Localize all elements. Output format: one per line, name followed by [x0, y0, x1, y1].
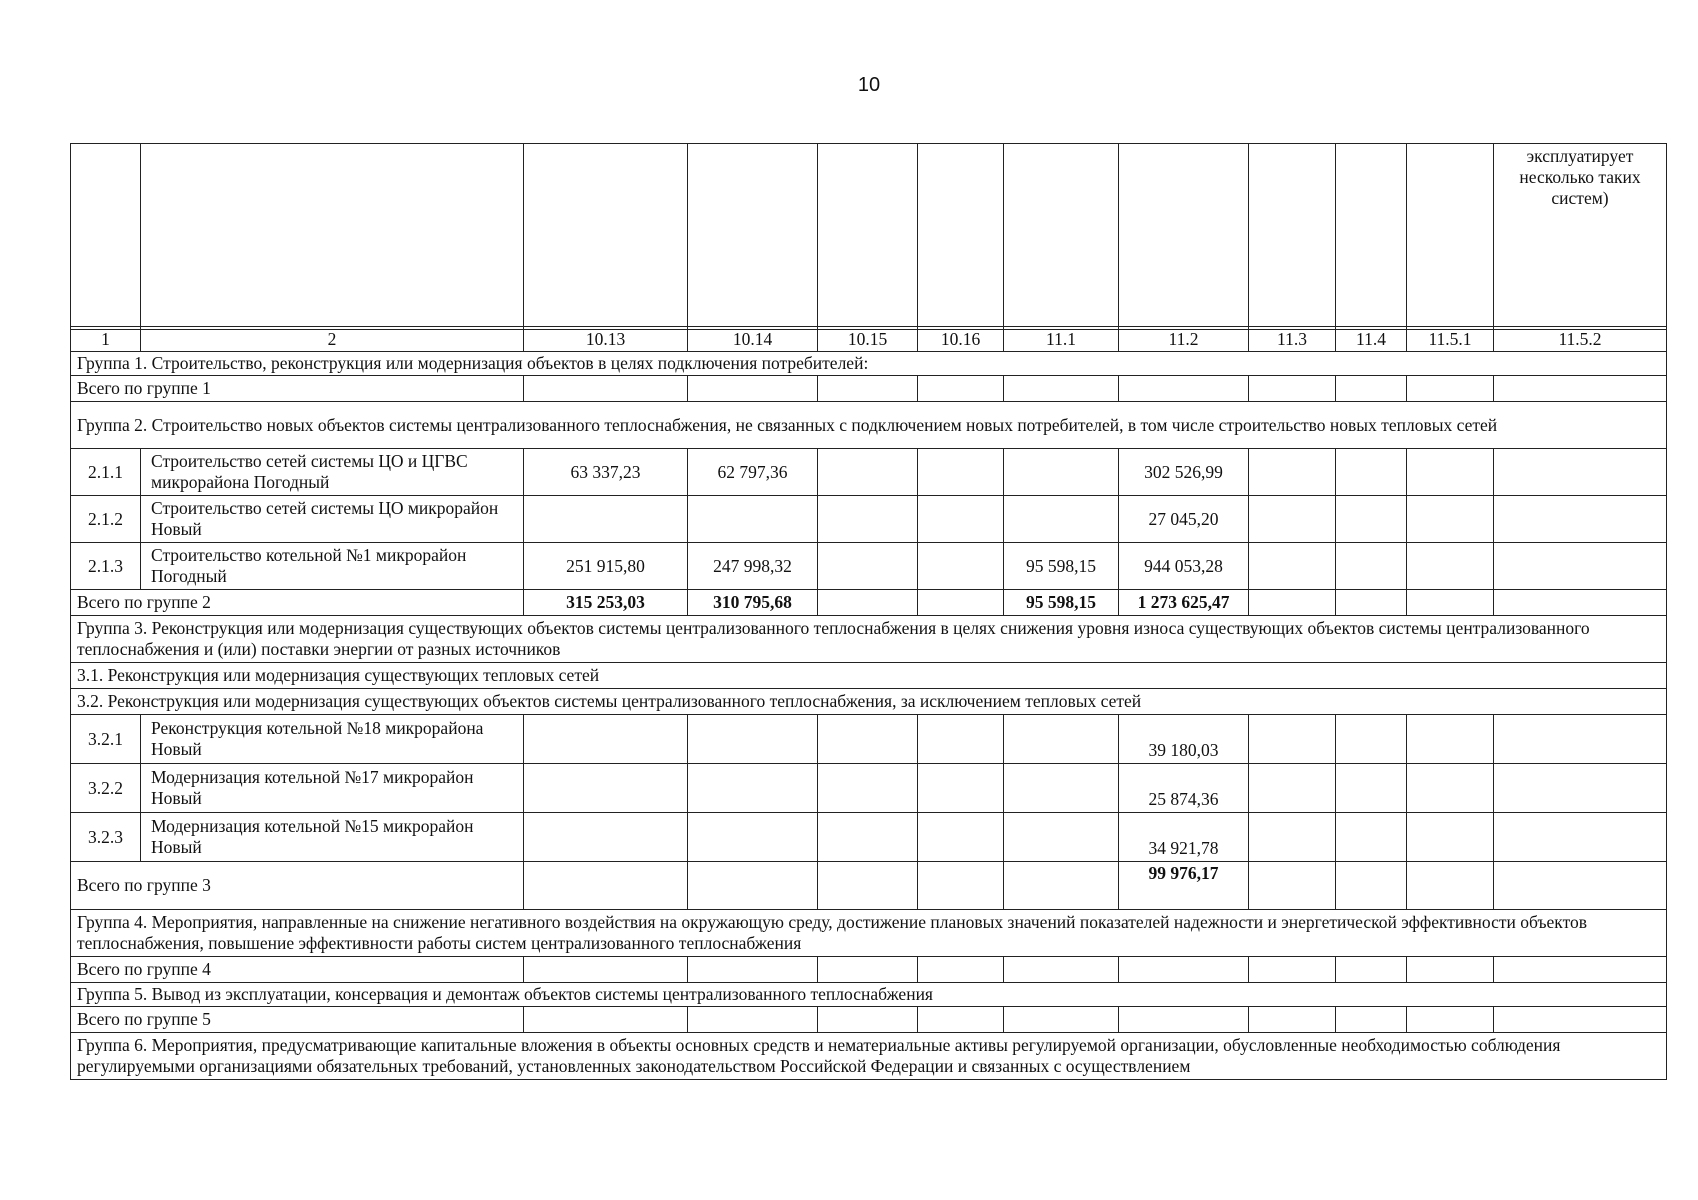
value-11-4	[1336, 764, 1407, 813]
total-cell	[1336, 590, 1407, 616]
total-cell	[1004, 1007, 1119, 1033]
page-number: 10	[857, 74, 881, 96]
group-total-row	[71, 957, 1667, 983]
table-row	[71, 543, 1667, 590]
group-title-row	[71, 352, 1667, 376]
value-11-5-2	[1494, 449, 1667, 496]
value-11-2: 25 874,36	[1119, 764, 1249, 813]
header-cell	[1249, 144, 1336, 330]
total-cell	[688, 862, 818, 910]
total-cell	[918, 1007, 1004, 1033]
total-11-2: 1 273 625,47	[1119, 590, 1249, 616]
item-name: Модернизация котельной №15 микрорайон Новый	[141, 813, 524, 862]
total-cell	[1494, 590, 1667, 616]
group-total-row	[71, 1007, 1667, 1033]
group-title-row	[71, 910, 1667, 957]
value-11-3	[1249, 496, 1336, 543]
column-number: 1	[71, 327, 141, 352]
value-11-5-2	[1494, 813, 1667, 862]
column-number: 11.1	[1004, 327, 1119, 352]
column-number: 10.13	[524, 327, 688, 352]
value-11-4	[1336, 813, 1407, 862]
item-name: Реконструкция котельной №18 микрорайона Новый	[141, 715, 524, 764]
group-total-row	[71, 590, 1667, 616]
value-10-14	[688, 813, 818, 862]
value-11-5-1	[1407, 715, 1494, 764]
total-11-1: 95 598,15	[1004, 590, 1119, 616]
total-cell	[1407, 957, 1494, 983]
value-11-4	[1336, 543, 1407, 590]
total-10-13: 315 253,03	[524, 590, 688, 616]
total-cell	[1407, 590, 1494, 616]
total-cell	[1407, 1007, 1494, 1033]
value-11-1	[1004, 764, 1119, 813]
value-10-13	[524, 813, 688, 862]
value-11-5-2	[1494, 496, 1667, 543]
item-number: 3.2.3	[71, 813, 141, 862]
total-cell	[1249, 957, 1336, 983]
subgroup-row	[71, 689, 1667, 715]
value-11-1	[1004, 715, 1119, 764]
column-number: 11.3	[1249, 327, 1336, 352]
column-number: 11.4	[1336, 327, 1407, 352]
value-11-5-1	[1407, 496, 1494, 543]
total-cell	[524, 1007, 688, 1033]
value-10-15	[818, 764, 918, 813]
value-10-13	[524, 715, 688, 764]
value-10-14	[688, 715, 818, 764]
value-11-2: 39 180,03	[1119, 715, 1249, 764]
group-6-title: Группа 6. Мероприятия, предусматривающие капитальные вложения в объекты основных средств и нематериальные активы регулируемой организации, обусловленные необходимостью соблюдения регулируемыми организациями обязательных требований, установленных законодательством Российской Федерации и связанных с осуществлением	[71, 1033, 1667, 1080]
total-cell	[1004, 957, 1119, 983]
header-cell	[1004, 144, 1119, 330]
total-cell	[1494, 376, 1667, 402]
value-11-2: 27 045,20	[1119, 496, 1249, 543]
value-11-2: 944 053,28	[1119, 543, 1249, 590]
value-10-16	[918, 543, 1004, 590]
value-10-15	[818, 715, 918, 764]
table-row	[71, 764, 1667, 813]
total-cell	[818, 590, 918, 616]
total-cell	[918, 590, 1004, 616]
group-title-row	[71, 402, 1667, 449]
total-cell	[1407, 862, 1494, 910]
total-cell	[1494, 1007, 1667, 1033]
group-5-total-label: Всего по группе 5	[71, 1007, 524, 1033]
group-total-row	[71, 862, 1667, 910]
group-3-title: Группа 3. Реконструкция или модернизация существующих объектов системы централизованного теплоснабжения в целях снижения уровня износа существующих объектов системы централизованного теплоснабжения и (или) поставки энергии от разных источников	[71, 616, 1667, 663]
header-cell	[688, 144, 818, 330]
value-10-16	[918, 715, 1004, 764]
total-cell	[818, 957, 918, 983]
group-1-total-label: Всего по группе 1	[71, 376, 524, 402]
total-cell	[1407, 376, 1494, 402]
total-cell	[918, 376, 1004, 402]
value-11-5-2	[1494, 764, 1667, 813]
total-cell	[918, 957, 1004, 983]
total-cell	[1494, 957, 1667, 983]
header-cell	[524, 144, 688, 330]
value-10-16	[918, 813, 1004, 862]
total-cell	[1494, 862, 1667, 910]
total-cell	[1119, 957, 1249, 983]
subgroup-row	[71, 663, 1667, 689]
column-number: 10.14	[688, 327, 818, 352]
group-title-row	[71, 616, 1667, 663]
value-10-15	[818, 543, 918, 590]
subgroup-3-2-title: 3.2. Реконструкция или модернизация существующих объектов системы централизованного теплоснабжения, за исключением тепловых сетей	[71, 689, 1667, 715]
total-10-14: 310 795,68	[688, 590, 818, 616]
subgroup-3-1-title: 3.1. Реконструкция или модернизация существующих тепловых сетей	[71, 663, 1667, 689]
value-11-3	[1249, 813, 1336, 862]
group-title-row	[71, 1033, 1667, 1080]
total-cell	[818, 376, 918, 402]
item-name: Строительство сетей системы ЦО и ЦГВС микрорайона Погодный	[141, 449, 524, 496]
header-row	[71, 144, 1667, 330]
total-cell	[688, 957, 818, 983]
value-10-14: 62 797,36	[688, 449, 818, 496]
item-number: 2.1.3	[71, 543, 141, 590]
total-cell	[1249, 376, 1336, 402]
item-number: 2.1.1	[71, 449, 141, 496]
total-cell	[1249, 590, 1336, 616]
total-cell	[1119, 1007, 1249, 1033]
total-cell	[1336, 862, 1407, 910]
value-11-3	[1249, 715, 1336, 764]
total-cell	[818, 862, 918, 910]
value-11-1	[1004, 496, 1119, 543]
total-cell	[524, 957, 688, 983]
group-2-total-label: Всего по группе 2	[71, 590, 524, 616]
value-10-13	[524, 496, 688, 543]
table-row	[71, 449, 1667, 496]
total-11-2: 99 976,17	[1119, 862, 1249, 910]
value-11-3	[1249, 764, 1336, 813]
item-name: Строительство котельной №1 микрорайон Погодный	[141, 543, 524, 590]
header-note: эксплуатирует несколько таких систем)	[1494, 144, 1667, 330]
column-number: 11.5.1	[1407, 327, 1494, 352]
total-cell	[1004, 376, 1119, 402]
table-header-continuation	[70, 143, 1667, 330]
column-number-row	[71, 327, 1667, 352]
value-10-13: 63 337,23	[524, 449, 688, 496]
group-1-title: Группа 1. Строительство, реконструкция или модернизация объектов в целях подключения потребителей:	[71, 352, 1667, 376]
header-cell	[141, 144, 524, 330]
value-11-3	[1249, 543, 1336, 590]
value-10-13: 251 915,80	[524, 543, 688, 590]
value-10-15	[818, 813, 918, 862]
value-11-1: 95 598,15	[1004, 543, 1119, 590]
value-10-15	[818, 496, 918, 543]
value-11-4	[1336, 715, 1407, 764]
item-number: 3.2.2	[71, 764, 141, 813]
group-total-row	[71, 376, 1667, 402]
group-title-row	[71, 983, 1667, 1007]
value-11-3	[1249, 449, 1336, 496]
investment-table	[70, 326, 1667, 1080]
value-10-16	[918, 449, 1004, 496]
total-cell	[1336, 376, 1407, 402]
value-11-5-2	[1494, 543, 1667, 590]
value-11-1	[1004, 449, 1119, 496]
header-cell	[1407, 144, 1494, 330]
group-2-title: Группа 2. Строительство новых объектов системы централизованного теплоснабжения, не связанных с подключением новых потребителей, в том числе строительство новых тепловых сетей	[71, 402, 1667, 449]
value-11-2: 302 526,99	[1119, 449, 1249, 496]
column-number: 10.16	[918, 327, 1004, 352]
item-number: 3.2.1	[71, 715, 141, 764]
total-cell	[524, 862, 688, 910]
value-11-4	[1336, 449, 1407, 496]
column-number: 11.5.2	[1494, 327, 1667, 352]
total-cell	[1249, 862, 1336, 910]
total-cell	[818, 1007, 918, 1033]
total-cell	[1336, 1007, 1407, 1033]
group-3-total-label: Всего по группе 3	[71, 862, 524, 910]
item-name: Строительство сетей системы ЦО микрорайон Новый	[141, 496, 524, 543]
value-11-5-1	[1407, 764, 1494, 813]
value-10-14	[688, 764, 818, 813]
column-number: 11.2	[1119, 327, 1249, 352]
value-11-4	[1336, 496, 1407, 543]
table-row	[71, 813, 1667, 862]
header-cell	[1336, 144, 1407, 330]
total-cell	[1249, 1007, 1336, 1033]
column-number: 10.15	[818, 327, 918, 352]
value-11-5-1	[1407, 449, 1494, 496]
group-4-title: Группа 4. Мероприятия, направленные на снижение негативного воздействия на окружающую среду, достижение плановых значений показателей надежности и энергетической эффективности объектов теплоснабжения, повышение эффективности работы систем централизованного теплоснабжения	[71, 910, 1667, 957]
table-row	[71, 715, 1667, 764]
value-11-2: 34 921,78	[1119, 813, 1249, 862]
header-cell	[1119, 144, 1249, 330]
group-5-title: Группа 5. Вывод из эксплуатации, консервация и демонтаж объектов системы централизованного теплоснабжения	[71, 983, 1667, 1007]
total-cell	[1004, 862, 1119, 910]
value-10-16	[918, 496, 1004, 543]
value-10-14	[688, 496, 818, 543]
header-cell	[818, 144, 918, 330]
value-10-15	[818, 449, 918, 496]
value-11-5-2	[1494, 715, 1667, 764]
table-row	[71, 496, 1667, 543]
item-number: 2.1.2	[71, 496, 141, 543]
total-cell	[688, 376, 818, 402]
total-cell	[688, 1007, 818, 1033]
header-cell	[71, 144, 141, 330]
value-11-5-1	[1407, 813, 1494, 862]
header-cell	[918, 144, 1004, 330]
total-cell	[1336, 957, 1407, 983]
group-4-total-label: Всего по группе 4	[71, 957, 524, 983]
value-11-1	[1004, 813, 1119, 862]
value-10-14: 247 998,32	[688, 543, 818, 590]
total-cell	[1119, 376, 1249, 402]
total-cell	[918, 862, 1004, 910]
item-name: Модернизация котельной №17 микрорайон Новый	[141, 764, 524, 813]
total-cell	[524, 376, 688, 402]
value-11-5-1	[1407, 543, 1494, 590]
value-10-16	[918, 764, 1004, 813]
column-number: 2	[141, 327, 524, 352]
value-10-13	[524, 764, 688, 813]
